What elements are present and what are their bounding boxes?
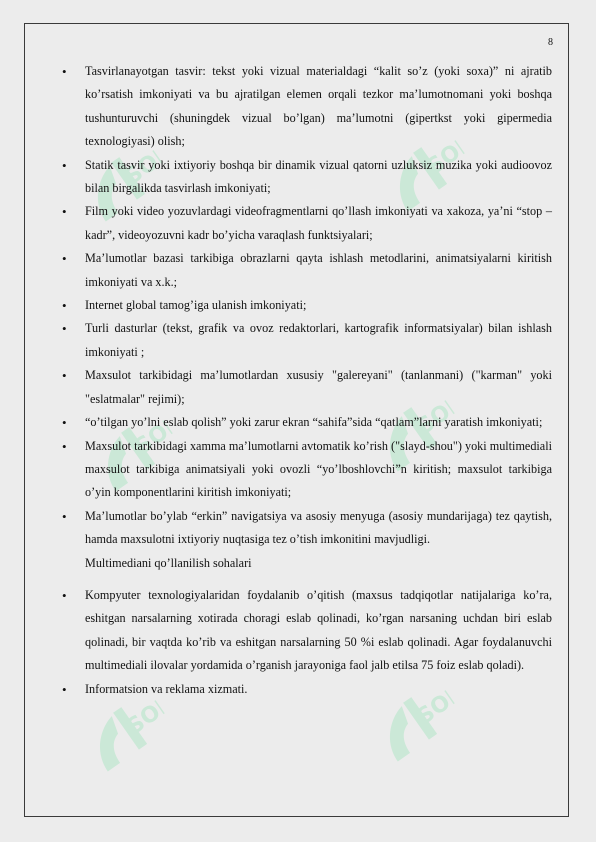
list-item: • “o’tilgan yo’lni eslab qolish” yoki zarur ekran “sahifa”sida “qatlam”larni yaratish imkoniyati; (62, 411, 552, 434)
list-item: • Kompyuter texnologiyalaridan foydalanib o’qitish (maxsus tadqiqotlar natijalariga ko’ra, eshitgan narsalarning xotirada choragi eslab qolinadi, ko’rgan narsaning uchdan biri eslab qolinadi, bir vaqtda ko’rib va eshitgan narsalarning 50 %i eslab qolinadi. Agar foydalanuvchi multimediali ilovalar yordamida o’rganish jarayoniga faol jalb etilsa 75 foiz eslab qoladi). (62, 584, 552, 678)
svg-text:SOFF: SOFF (120, 132, 180, 190)
list-item: • Ma’lumotlar bazasi tarkibiga obrazlarni qayta ishlash metodlarini, animatsiyalarni kiritish imkoniyati va x.k.; (62, 247, 552, 294)
svg-text:SOFF: SOFF (412, 672, 472, 730)
svg-text:SOFF: SOFF (122, 682, 182, 740)
list-item: • Informatsion va reklama xizmati. (62, 678, 552, 701)
page-number: 8 (548, 37, 553, 48)
list-item: • Maxsulot tarkibidagi xamma ma’lumotlarni avtomatik ko’rish ("slayd-shou") yoki multimediali maxsulot tarkibiga animatsiyali yoki ovozli “yo’lboshlovchi”n kiritish; maxsulot tarkibiga o’yin komponentlarini kiritish imkoniyati; (62, 435, 552, 505)
list-item: • Maxsulot tarkibidagi ma’lumotlardan xususiy "galereyani" (tanlanmani) ("karman" yoki "eslatmalar" rejimi); (62, 364, 552, 411)
list-item: • Tasvirlanayotgan tasvir: tekst yoki vizual materialdagi “kalit so’z (yoki soxa)” ni ajratib ko’rsatish imkoniyati va bu ajratilgan elemen orqali tezkor ma’lumotnomani yoki boshqa tushunturuvchi (shuningdek vizual bo’lgan) ma’lumotni (gipertkst yoki gipermedia texnologiyasi) olish; (62, 60, 552, 154)
list-item: • Film yoki video yozuvlardagi videofragmentlarni qo’llash imkoniyati va xakoza, ya’ni “stop – kadr”, videoyozuvni kadr bo’yicha varaqlash funktsiyalari; (62, 200, 552, 247)
list-item: • Statik tasvir yoki ixtiyoriy boshqa bir dinamik vizual qatorni uzluksiz muzika yoki audioovoz bilan birgalikda tasvirlash imkoniyati; (62, 154, 552, 201)
svg-text:SOFF: SOFF (412, 382, 472, 440)
section-heading: Multimediani qo’llanilish sohalari (85, 555, 252, 570)
list-item: • Internet global tamog’iga ulanish imkoniyati; (62, 294, 552, 317)
document-body (62, 60, 552, 701)
list-item: • Turli dasturlar (tekst, grafik va ovoz redaktorlari, kartografik informatsiyalar) bilan ishlash imkoniyati ; (62, 317, 552, 364)
list-item: • Ma’lumotlar bo’ylab “erkin” navigatsiya va asosiy menyuga (asosiy mundarijaga) tez qaytish, hamda maxsulotni ixtiyoriy nuqtasiga tez o’tish imkonitini mavjudligi. (62, 505, 552, 552)
svg-text:SOFF: SOFF (422, 122, 482, 180)
spacer (62, 575, 552, 584)
svg-text:SOFF: SOFF (130, 402, 190, 460)
